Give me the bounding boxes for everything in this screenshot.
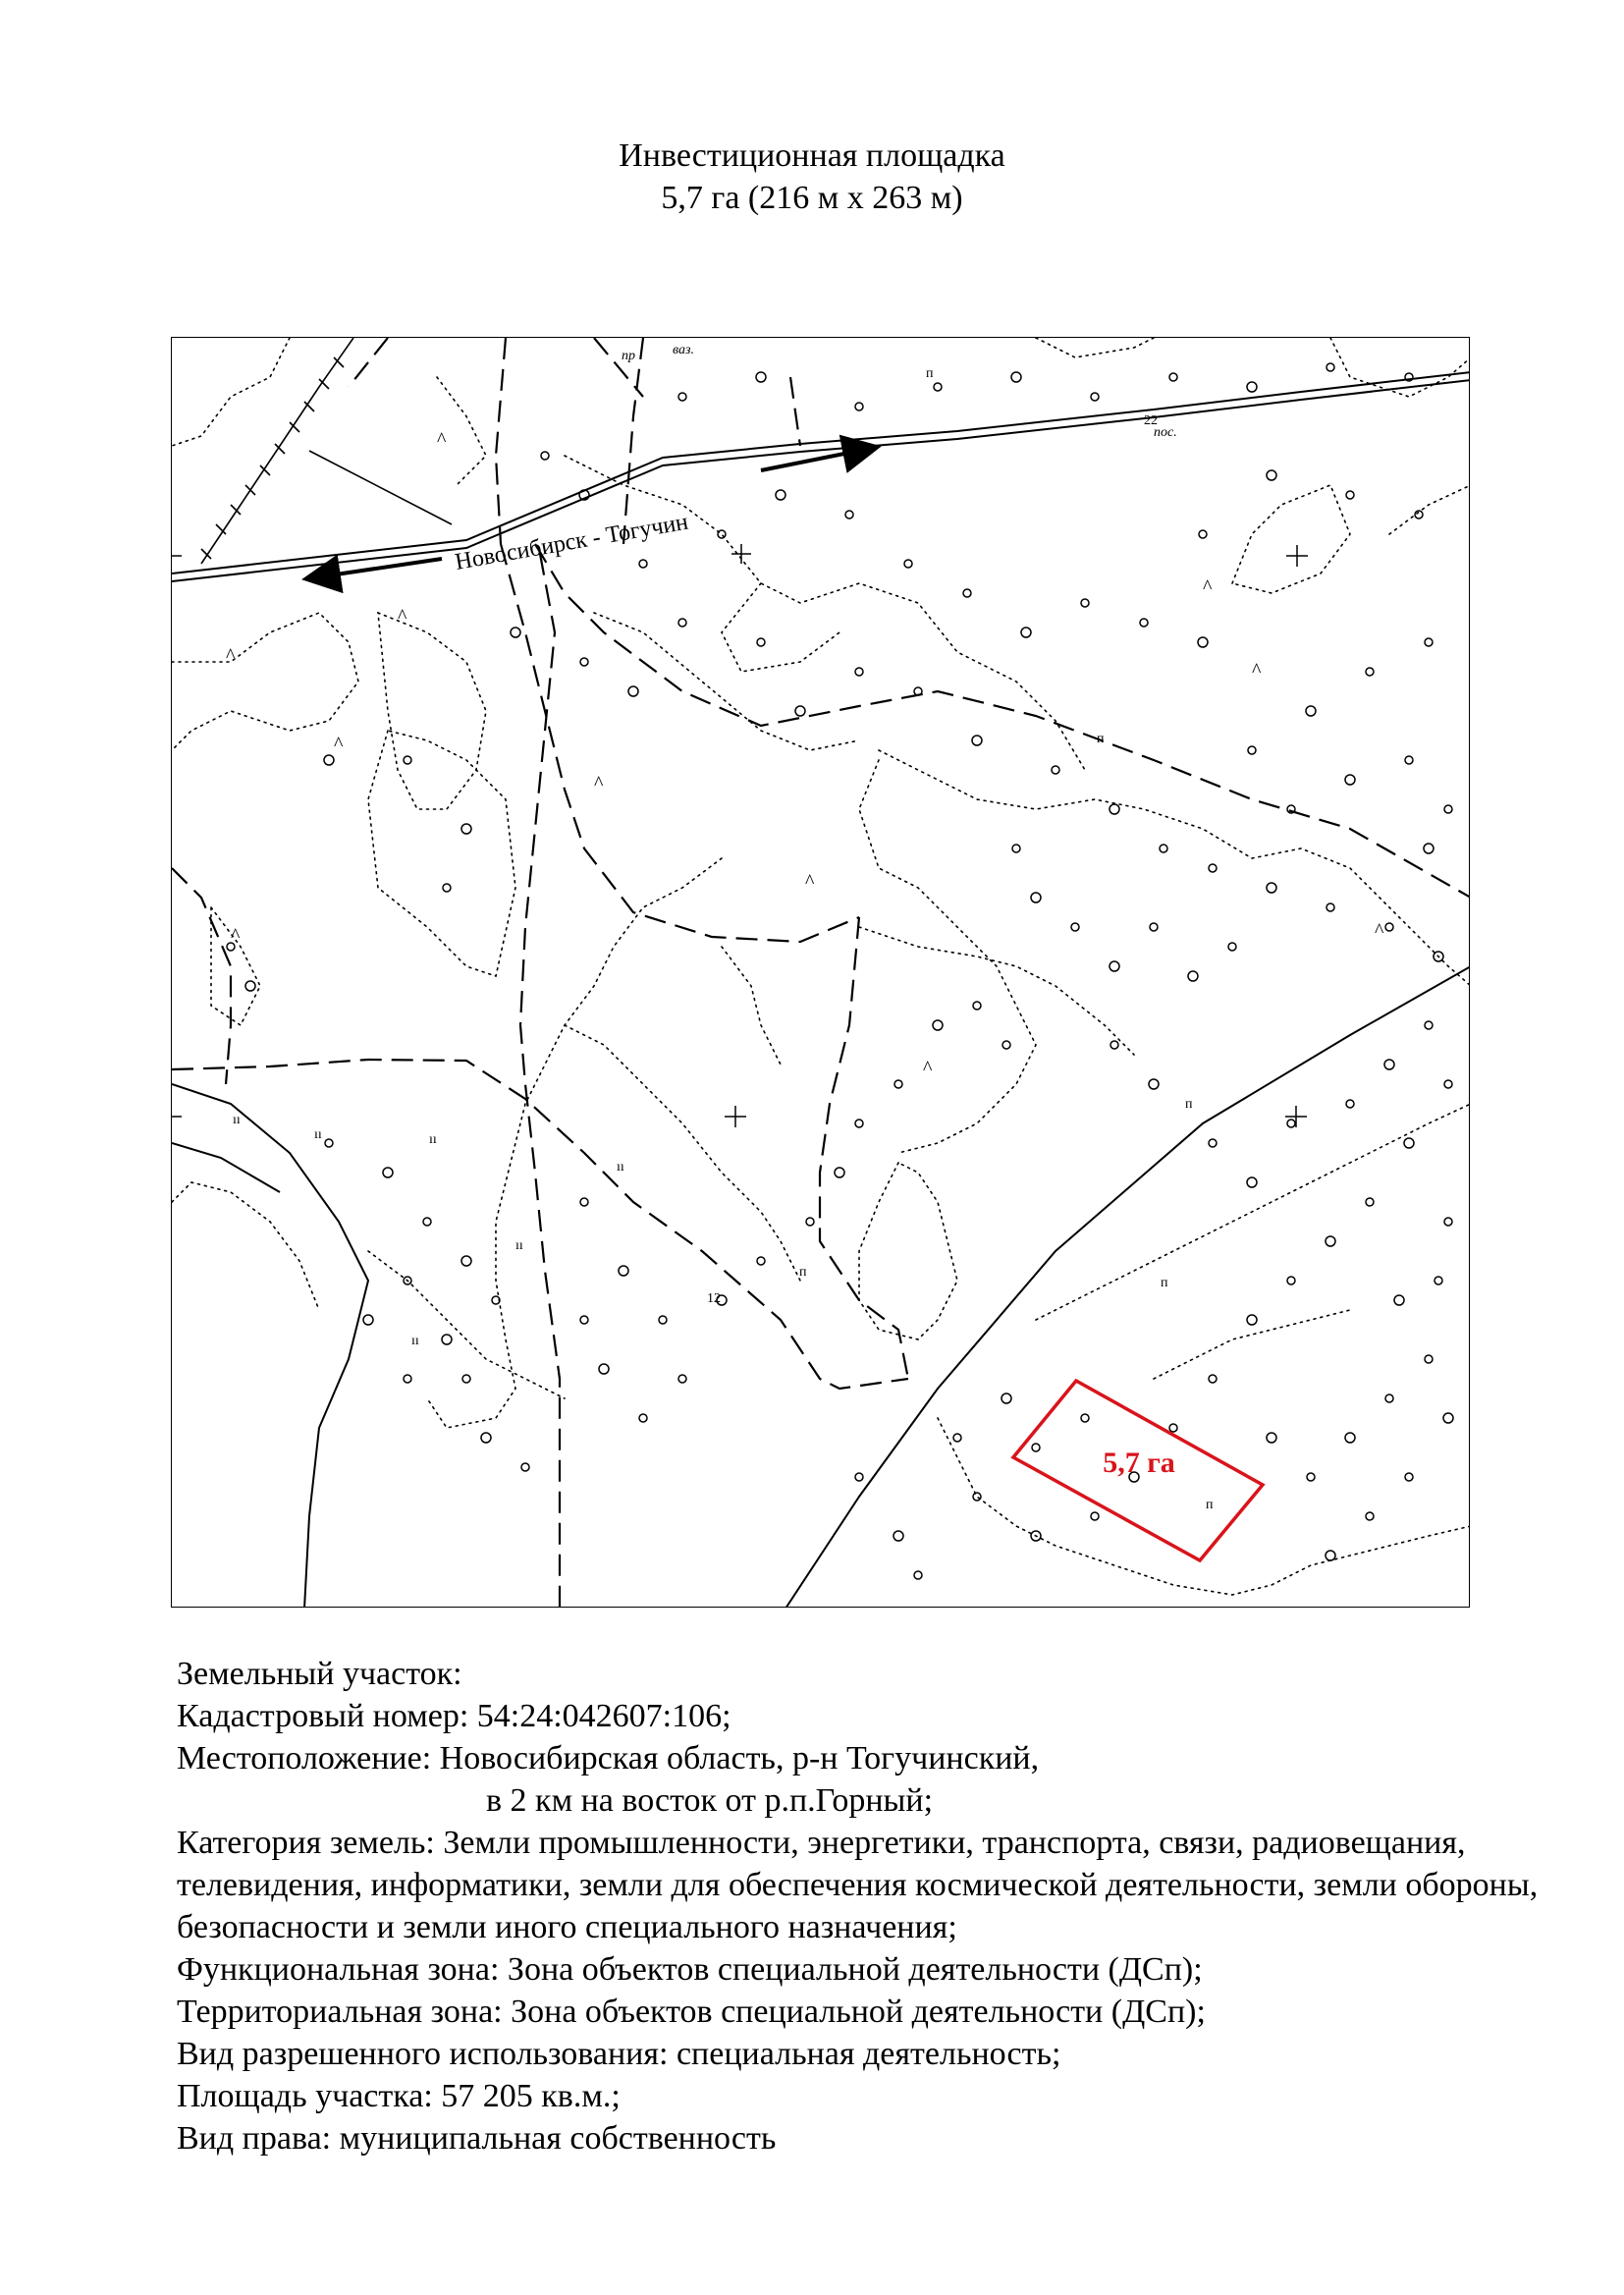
symbol-caret-2: ^ <box>226 645 236 667</box>
symbol-num12: 12 <box>707 1291 721 1306</box>
symbol-ii-4: ıı <box>617 1160 624 1175</box>
functional-zone: Функциональная зона: Зона объектов специальной деятельности (ДСп); <box>177 1951 1203 1988</box>
symbol-caret-11: ^ <box>1252 660 1262 682</box>
symbol-ii-5: ıı <box>411 1334 419 1348</box>
page-subtitle: 5,7 га (216 м х 263 м) <box>661 180 963 216</box>
symbol-pos: пос. <box>1154 425 1177 440</box>
solid-lines <box>172 966 1470 1608</box>
ownership-right: Вид права: муниципальная собственность <box>177 2120 777 2157</box>
page-title: Инвестиционная площадка <box>619 137 1005 174</box>
symbol-p-2: п <box>1097 732 1105 746</box>
symbol-p-5: п <box>799 1265 807 1280</box>
symbol-p-1: п <box>926 366 934 381</box>
symbol-p-4: п <box>1161 1276 1168 1290</box>
location: Местоположение: Новосибирская область, р-н Тогучинский, <box>177 1740 1040 1776</box>
symbol-caret-4: ^ <box>398 606 407 628</box>
cadastral-number: Кадастровый номер: 54:24:042607:106; <box>177 1698 731 1734</box>
location-detail: в 2 км на восток от р.п.Горный; <box>486 1782 934 1819</box>
investment-plot[interactable] <box>1013 1381 1263 1560</box>
symbol-num22: 22 <box>1144 413 1158 428</box>
symbol-p-6: п <box>1206 1498 1214 1512</box>
dashed-roads <box>172 338 1470 1608</box>
symbol-ii-3: ıı <box>429 1132 437 1147</box>
info-heading: Земельный участок: <box>177 1656 462 1692</box>
symbol-p-3: п <box>1185 1097 1193 1112</box>
direction-arrows <box>309 448 874 578</box>
symbol-caret-8: ^ <box>1203 576 1213 598</box>
symbol-caret-9: ^ <box>231 925 241 947</box>
land-plot-info <box>177 1653 1571 2159</box>
embankment <box>201 338 452 564</box>
symbol-caret-6: ^ <box>805 871 815 893</box>
symbol-ii-6: ıı <box>515 1238 523 1253</box>
plot-area-label: 5,7 га <box>1103 1447 1175 1479</box>
highway <box>172 372 1470 581</box>
symbol-pr: пр <box>622 349 635 363</box>
vegetation-boundaries <box>172 338 1470 1595</box>
symbol-ii-1: ıı <box>233 1113 241 1127</box>
topographic-map[interactable] <box>171 337 1470 1608</box>
symbol-caret-5: ^ <box>594 773 604 794</box>
grid-crosses <box>172 544 1308 1127</box>
permitted-use: Вид разрешенного использования: специальная деятельность; <box>177 2036 1061 2072</box>
symbol-ii-2: ıı <box>314 1127 322 1142</box>
symbol-caret-10: ^ <box>923 1058 933 1079</box>
road-label: Новосибирск - Тогучин <box>453 509 690 575</box>
symbol-caret-3: ^ <box>334 734 344 755</box>
map-symbols <box>226 343 1384 1512</box>
plot-area: Площадь участка: 57 205 кв.м.; <box>177 2078 621 2114</box>
map-canvas <box>172 338 1470 1608</box>
symbol-caret-1: ^ <box>437 429 447 451</box>
land-category: Категория земель: Земли промышленности, энергетики, транспорта, связи, радиовещания, телевидения, информатики, земли для обеспечения космической деятельности, земли обороны, безопасности и земли иного специального назначения; <box>177 1825 1539 1945</box>
territorial-zone: Территориальная зона: Зона объектов специальной деятельности (ДСп); <box>177 1994 1206 2030</box>
symbol-caret-7: ^ <box>1375 920 1384 942</box>
symbol-vaz: ваз. <box>673 343 694 357</box>
